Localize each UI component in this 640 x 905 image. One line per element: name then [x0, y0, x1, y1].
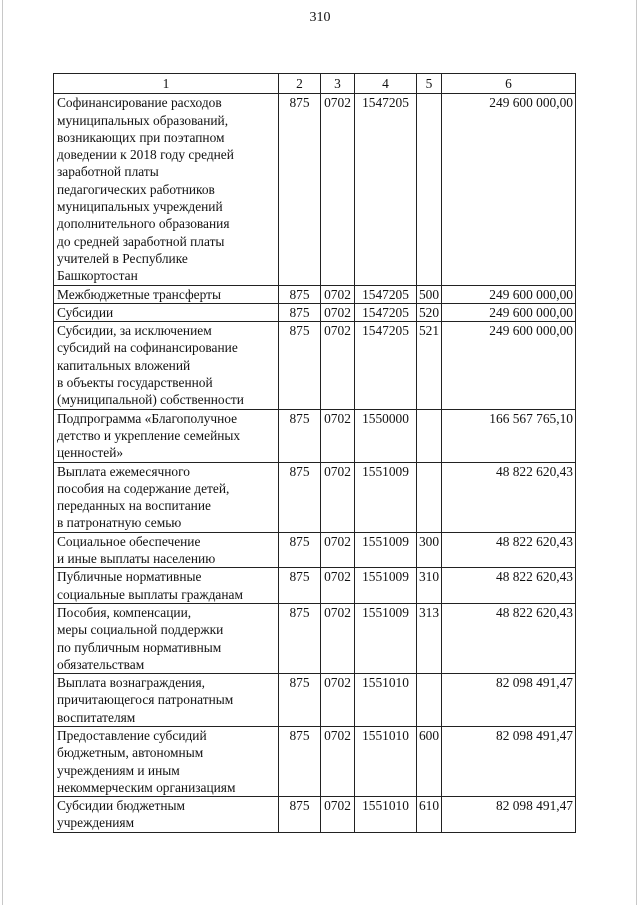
section-code-cell: 0702 [321, 94, 355, 285]
scan-right-edge [636, 0, 637, 905]
header-cell: 5 [417, 74, 442, 94]
table-row [54, 726, 576, 796]
ministry-code-cell: 875 [279, 797, 321, 833]
amount-cell: 82 098 491,47 [442, 674, 576, 727]
header-cell: 6 [442, 74, 576, 94]
target-code-cell: 1551010 [355, 674, 417, 727]
row-name-line: муниципальных учреждений [57, 199, 223, 215]
row-name-line: Выплата вознаграждения, [57, 675, 205, 691]
amount-cell: 249 600 000,00 [442, 285, 576, 303]
row-name-line: субсидий на софинансирование [57, 340, 238, 356]
row-name-cell [54, 674, 279, 727]
table-row [54, 409, 576, 462]
row-name-line: учителей в Республике [57, 250, 188, 266]
row-name-line: муниципальных образований, [57, 112, 229, 128]
ministry-code-cell: 875 [279, 322, 321, 409]
table-row [54, 303, 576, 321]
expense-type-cell [417, 462, 442, 532]
expense-type-cell [417, 94, 442, 285]
row-name-cell [54, 603, 279, 673]
row-name-line: учреждениям и иным [57, 762, 180, 778]
target-code-cell: 1551009 [355, 603, 417, 673]
target-code-cell: 1551010 [355, 797, 417, 833]
expense-type-cell [417, 409, 442, 462]
ministry-code-cell: 875 [279, 674, 321, 727]
row-name-line: доведении к 2018 году средней [57, 147, 234, 163]
header-cell: 2 [279, 74, 321, 94]
section-code-cell: 0702 [321, 726, 355, 796]
target-code-cell: 1551010 [355, 726, 417, 796]
expense-type-cell: 521 [417, 322, 442, 409]
page-number: 310 [309, 10, 331, 25]
header-cell: 1 [54, 74, 279, 94]
row-name-line: Социальное обеспечение [57, 533, 201, 549]
row-name-line: детство и укрепление семейных [57, 427, 241, 443]
row-name-cell [54, 409, 279, 462]
target-code-cell: 1547205 [355, 322, 417, 409]
section-code-cell: 0702 [321, 285, 355, 303]
amount-cell: 249 600 000,00 [442, 303, 576, 321]
ministry-code-cell: 875 [279, 462, 321, 532]
row-name-line: (муниципальной) собственности [57, 392, 244, 408]
ministry-code-cell: 875 [279, 303, 321, 321]
row-name-line: педагогических работников [57, 181, 215, 197]
section-code-cell: 0702 [321, 568, 355, 604]
section-code-cell: 0702 [321, 797, 355, 833]
target-code-cell: 1547205 [355, 94, 417, 285]
expense-type-cell: 610 [417, 797, 442, 833]
ministry-code-cell: 875 [279, 409, 321, 462]
row-name-line: ценностей» [57, 445, 124, 461]
row-name-line: заработной платы [57, 164, 159, 180]
scan-left-edge [2, 0, 3, 905]
row-name-cell [54, 94, 279, 285]
row-name-line: переданных на воспитание [57, 498, 211, 514]
ministry-code-cell: 875 [279, 532, 321, 568]
ministry-code-cell: 875 [279, 285, 321, 303]
row-name-line: воспитателям [57, 709, 136, 725]
row-name-line: и иные выплаты населению [57, 551, 216, 567]
row-name-line: Предоставление субсидий [57, 727, 207, 743]
expense-type-cell: 600 [417, 726, 442, 796]
row-name-line: Субсидии, за исключением [57, 323, 212, 339]
row-name-line: в патронатную семью [57, 515, 182, 531]
row-name-line: Выплата ежемесячного [57, 463, 190, 479]
table-row [54, 285, 576, 303]
row-name-line: меры социальной поддержки [57, 622, 224, 638]
table-row [54, 674, 576, 727]
row-name-cell [54, 285, 279, 303]
row-name-line: обязательствам [57, 656, 145, 672]
row-name-line: Субсидии [57, 304, 114, 320]
section-code-cell: 0702 [321, 303, 355, 321]
section-code-cell: 0702 [321, 462, 355, 532]
row-name-line: Башкортостан [57, 268, 138, 284]
section-code-cell: 0702 [321, 674, 355, 727]
ministry-code-cell: 875 [279, 726, 321, 796]
expense-type-cell: 500 [417, 285, 442, 303]
target-code-cell: 1551009 [355, 568, 417, 604]
row-name-line: социальные выплаты гражданам [57, 586, 243, 602]
row-name-line: пособия на содержание детей, [57, 480, 230, 496]
row-name-line: причитающегося патронатным [57, 692, 234, 708]
row-name-line: Межбюджетные трансферты [57, 286, 221, 302]
row-name-line: учреждениям [57, 815, 135, 831]
row-name-line: Публичные нормативные [57, 569, 202, 585]
amount-cell: 48 822 620,43 [442, 532, 576, 568]
amount-cell: 166 567 765,10 [442, 409, 576, 462]
amount-cell: 82 098 491,47 [442, 726, 576, 796]
amount-cell: 249 600 000,00 [442, 322, 576, 409]
table-body [54, 94, 576, 832]
table-row [54, 462, 576, 532]
target-code-cell: 1547205 [355, 285, 417, 303]
row-name-line: некоммерческим организациям [57, 779, 236, 795]
target-code-cell: 1550000 [355, 409, 417, 462]
table-header-row [54, 74, 576, 94]
expense-type-cell [417, 674, 442, 727]
header-cell: 3 [321, 74, 355, 94]
row-name-cell [54, 462, 279, 532]
row-name-cell [54, 726, 279, 796]
table-row [54, 603, 576, 673]
row-name-line: Подпрограмма «Благополучное [57, 410, 238, 426]
table-row [54, 94, 576, 285]
target-code-cell: 1551009 [355, 462, 417, 532]
row-name-line: возникающих при поэтапном [57, 129, 225, 145]
amount-cell: 48 822 620,43 [442, 603, 576, 673]
row-name-line: Софинансирование расходов [57, 95, 222, 111]
budget-table [53, 73, 576, 833]
expense-type-cell: 310 [417, 568, 442, 604]
row-name-line: дополнительного образования [57, 216, 230, 232]
table-row [54, 532, 576, 568]
table-row [54, 568, 576, 604]
row-name-line: до средней заработной платы [57, 233, 225, 249]
amount-cell: 82 098 491,47 [442, 797, 576, 833]
section-code-cell: 0702 [321, 409, 355, 462]
ministry-code-cell: 875 [279, 94, 321, 285]
header-cell: 4 [355, 74, 417, 94]
ministry-code-cell: 875 [279, 603, 321, 673]
row-name-cell [54, 322, 279, 409]
expense-type-cell: 300 [417, 532, 442, 568]
row-name-line: бюджетным, автономным [57, 745, 204, 761]
row-name-line: по публичным нормативным [57, 639, 222, 655]
row-name-cell [54, 797, 279, 833]
row-name-cell [54, 303, 279, 321]
row-name-cell [54, 568, 279, 604]
target-code-cell: 1547205 [355, 303, 417, 321]
section-code-cell: 0702 [321, 532, 355, 568]
expense-type-cell: 313 [417, 603, 442, 673]
row-name-line: капитальных вложений [57, 357, 191, 373]
row-name-line: в объекты государственной [57, 375, 213, 391]
amount-cell: 48 822 620,43 [442, 462, 576, 532]
table-row [54, 797, 576, 833]
amount-cell: 249 600 000,00 [442, 94, 576, 285]
section-code-cell: 0702 [321, 322, 355, 409]
section-code-cell: 0702 [321, 603, 355, 673]
row-name-cell [54, 532, 279, 568]
amount-cell: 48 822 620,43 [442, 568, 576, 604]
target-code-cell: 1551009 [355, 532, 417, 568]
ministry-code-cell: 875 [279, 568, 321, 604]
table-row [54, 322, 576, 409]
row-name-line: Пособия, компенсации, [57, 604, 192, 620]
row-name-line: Субсидии бюджетным [57, 798, 185, 814]
expense-type-cell: 520 [417, 303, 442, 321]
